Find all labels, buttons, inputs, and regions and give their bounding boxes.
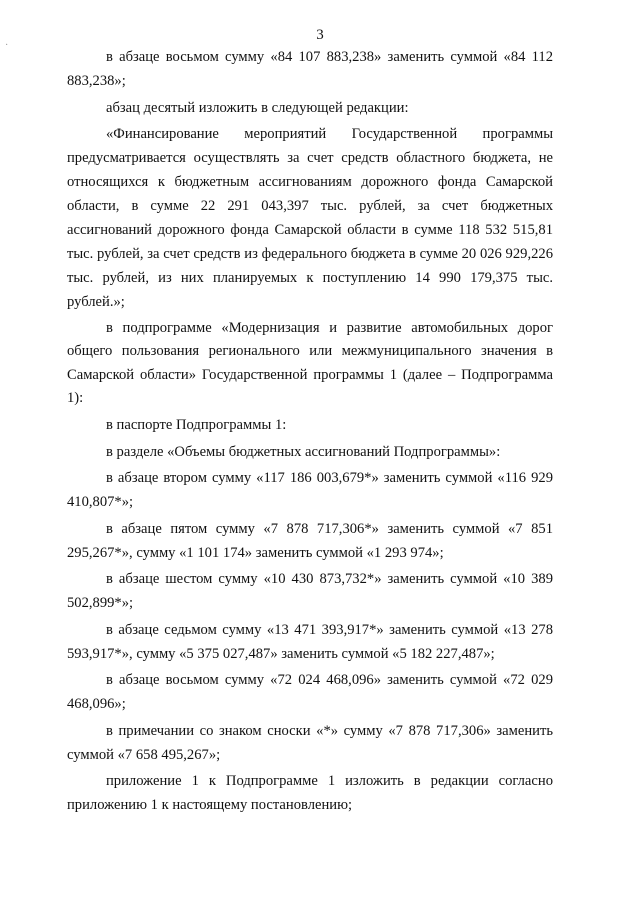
document-body [67,45,553,820]
paragraph-appendix-1: приложение 1 к Подпрограмме 1 изложить в редакции согласно приложению 1 к настоящему постановлению; [67,773,553,813]
paragraph-tenth-new-edition: абзац десятый изложить в следующей редакции: [106,99,409,116]
paragraph-second: в абзаце втором сумму «117 186 003,679*» заменить суммой «116 929 410,807*»; [67,470,553,510]
paragraph-financing-text: «Финансирование мероприятий Государственной программы предусматривается осуществлять за счет средств областного бюджета, не относящихся к бюджетным ассигнованиям дорожного фонда Самарской области, в сумме 22 291 043,397 тыс. рублей, за счет бюджетных ассигнований дорожного фонда Самарской области в сумме 118 532 515,81 тыс. рублей, за счет средств из федерального бюджета в сумме 20 026 929,226 тыс. рублей, из них планируемых к поступлению 14 990 179,375 тыс. рублей.»; [67,126,553,310]
paragraph-amount-paragraph-eight: в абзаце восьмом сумму «84 107 883,238» заменить суммой «84 112 883,238»; [67,49,553,89]
paragraph-seventh: в абзаце седьмом сумму «13 471 393,917*» заменить суммой «13 278 593,917*», сумму «5 375 027,487» заменить суммой «5 182 227,487»; [67,621,553,662]
paragraph-sixth: в абзаце шестом сумму «10 430 873,732*» заменить суммой «10 389 502,899*»; [67,571,553,611]
paragraph-eighth: в абзаце восьмом сумму «72 024 468,096» заменить суммой «72 029 468,096»; [67,672,553,712]
paragraph-passport: в паспорте Подпрограммы 1: [106,417,287,433]
paragraph-budget-section: в разделе «Объемы бюджетных ассигнований Подпрограммы»: [106,443,501,460]
paragraph-footnote-note: в примечании со знаком сноски «*» сумму «7 878 717,306» заменить суммой «7 658 495,267»; [67,722,553,763]
paragraph-subprogram-1: в подпрограмме «Модернизация и развитие автомобильных дорог общего пользования регионального или межмуниципального значения в Самарской области» Государственной программы 1 (далее – Подпрограмма 1): [67,319,553,406]
page-number: 3 [316,27,324,43]
paragraph-fifth: в абзаце пятом сумму «7 878 717,306*» заменить суммой «7 851 295,267*», сумму «1 101 174» заменить суммой «1 293 974»; [67,520,553,561]
scan-margin-mark: · [5,40,9,51]
